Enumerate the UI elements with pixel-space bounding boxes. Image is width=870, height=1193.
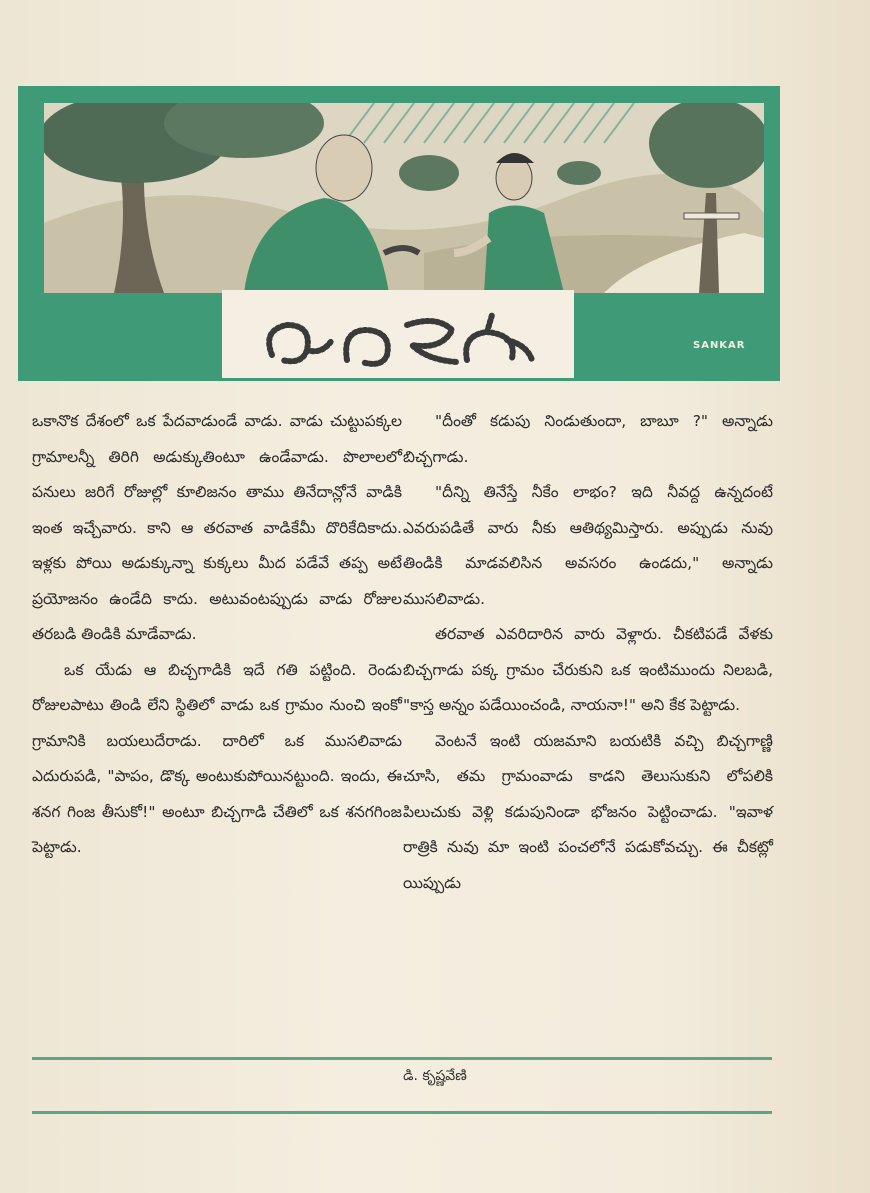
paragraph: "దీన్ని తినేస్తే నీకేం లాభం? ఇది నీవద్ద ఉన్నదంటే ఎవరుపడితే వారు నీకు ఆతిథ్యమిస్తారు. అప్పుడు నువు తిండికి మాడవలిసిన అవసరం ఉండదు," అన్నాడు ముసలివాడు. [403,483,773,608]
paragraph: "దీంతో కడుపు నిండుతుందా, బాబూ ?" అన్నాడు బిచ్చగాడు. [403,412,773,466]
illustrator-signature: SANKAR [693,340,746,351]
author-name: డి. కృష్ణవేణి [403,1068,467,1084]
divider-top [32,1057,772,1060]
paragraph: ఒకానొక దేశంలో ఒక పేదవాడుండే వాడు. వాడు చుట్టుపక్కల గ్రామాలన్నీ తిరిగి అడుక్కుతింటూ ఉండేవాడు. పొలాలలో పనులు జరిగే రోజుల్లో కూలిజనం తాము తినేదాన్లోనే వాడికి ఇంత ఇచ్చేవారు. కాని ఆ తరవాత వాడికేమీ దొరికేదికాదు. ఇళ్లకు పోయి అడుక్కున్నా కుక్కలు మీద పడేవే తప్ప అటే ప్రయోజనం ఉండేది కాదు. అటువంటప్పుడు వాడు రోజుల తరబడి తిండికి మాడేవాడు. [32,412,402,643]
paragraph: తరవాత ఎవరిదారిన వారు వెళ్లారు. చీకటిపడే వేళకు బిచ్చగాడు పక్క గ్రామం చేరుకుని ఒక ఇంటిముందు నిలబడి, "కాస్త అన్నం పడేయించండి, నాయనా!" అని కేక పెట్టాడు. [403,625,773,714]
story-illustration [44,103,764,293]
right-column [403,404,773,901]
story-title-lettering [252,300,552,375]
paragraph: వెంటనే ఇంటి యజమాని బయటికి వచ్చి బిచ్చగాణ్ణి చూసి, తమ గ్రామంవాడు కాడని తెలుసుకుని లోపలికి పిలుచుకు వెళ్లి కడుపునిండా భోజనం పెట్టించాడు. "ఇవాళ రాత్రికి నువు మా ఇంటి పంచలోనే పడుకోవచ్చు. ఈ చీకట్లో యిప్పుడు [403,731,773,892]
divider-bottom [32,1111,772,1114]
paragraph: ఒక యేడు ఆ బిచ్చగాడికి ఇదే గతి పట్టింది. రెండు రోజులపాటు తిండి లేని స్థితిలో వాడు ఒక గ్రామం నుంచి ఇంకో గ్రామానికి బయలుదేరాడు. దారిలో ఒక ముసలివాడు ఎదురుపడి, "పాపం, డొక్క అంటుకుపోయినట్టుంది. ఇందు, ఈ శనగ గింజ తీసుకో!" అంటూ బిచ్చగాడి చేతిలో ఒక శనగగింజ పెట్టాడు. [32,660,402,856]
left-column [32,404,402,866]
